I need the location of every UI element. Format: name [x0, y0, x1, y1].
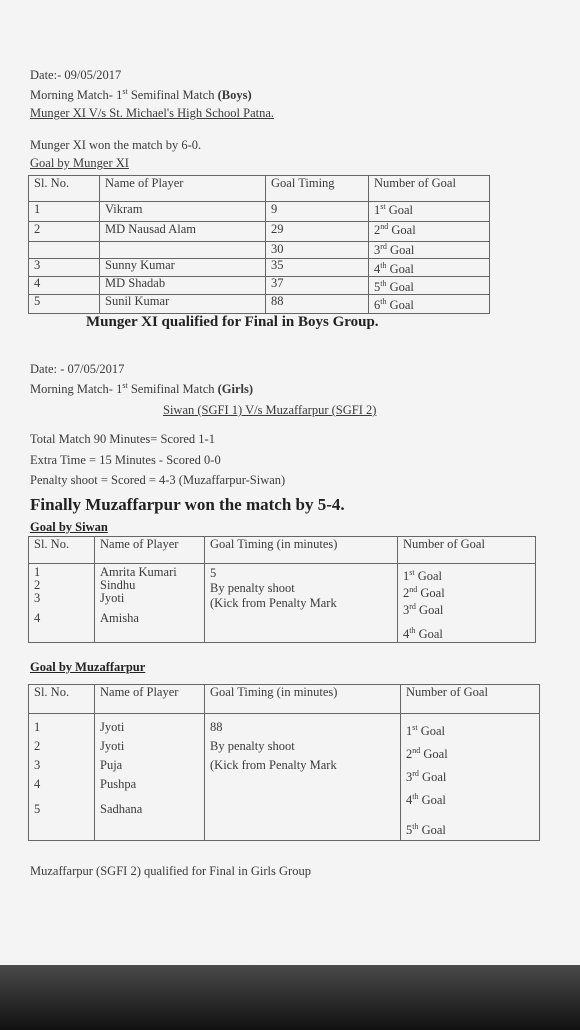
- siwan-goal-title: Goal by Siwan: [30, 520, 108, 534]
- match2-final: Finally Muzaffarpur won the match by 5-4.: [30, 495, 345, 514]
- table-header-row: Sl. No. Name of Player Goal Timing (in minutes) Number of Goal: [29, 537, 536, 564]
- match2-qualified: Muzaffarpur (SGFI 2) qualified for Final in Girls Group: [30, 864, 311, 878]
- match1-teams: Munger XI V/s St. Michael's High School Patna.: [30, 106, 275, 120]
- table-row: 4 MD Shadab 37 5th Goal: [29, 277, 490, 295]
- match1-qualified: Munger XI qualified for Final in Boys Group.: [86, 314, 379, 330]
- match1-date: Date:- 09/05/2017: [30, 68, 122, 82]
- siwan-goal-timing: 5 By penalty shoot (Kick from Penalty Mark: [205, 564, 398, 643]
- match2-title: Morning Match- 1st Semifinal Match (Girls): [30, 381, 254, 397]
- match2-extra: Extra Time = 15 Minutes - Scored 0-0: [30, 453, 221, 467]
- table-header-row: [29, 176, 490, 202]
- col-sl: Sl. No.: [29, 176, 100, 202]
- match1-goal-by: Goal by Munger XI: [30, 156, 129, 170]
- match2-teams: Siwan (SGFI 1) V/s Muzaffarpur (SGFI 2): [163, 403, 377, 417]
- muzaffarpur-goal-timing: 88 By penalty shoot (Kick from Penalty Mark: [205, 714, 401, 841]
- table-row: 30 3rd Goal: [29, 242, 490, 259]
- col-name: Name of Player: [100, 176, 266, 202]
- table-row: 2 MD Nausad Alam 29 2nd Goal: [29, 222, 490, 242]
- muzaffarpur-goal-table: [28, 684, 540, 841]
- match1-title: Morning Match- 1st Semifinal Match (Boys): [30, 87, 252, 103]
- match2-date: Date: - 07/05/2017: [30, 362, 125, 376]
- siwan-goal-table: [28, 536, 536, 643]
- table-row: 5 Sunil Kumar 88 6th Goal: [29, 295, 490, 313]
- table-row: 1 Vikram 9 1st Goal: [29, 202, 490, 222]
- match2-total: Total Match 90 Minutes= Scored 1-1: [30, 432, 215, 446]
- match2-penalty: Penalty shoot = Scored = 4-3 (Muzaffarpur-Siwan): [30, 473, 286, 487]
- col-number: Number of Goal: [369, 176, 490, 202]
- table-body: 1 2 3 4 Amrita Kumari Sindhu Jyoti Amisha 5 By penalty shoot (Kick from Penalty Mark 1st Goal 2nd Goal 3rd Goal 4th Goal: [29, 564, 536, 643]
- match1-goal-table: [28, 175, 490, 314]
- table-header-row: Sl. No. Name of Player Goal Timing (in minutes) Number of Goal: [29, 685, 540, 714]
- table-body: 1 2 3 4 5 Jyoti Jyoti Puja Pushpa Sadhana 88 By penalty shoot (Kick from Penalty Mark 1st Goal 2nd Goal 3rd Goal 4th Goal 5th Goal: [29, 714, 540, 841]
- table-row: 3 Sunny Kumar 35 4th Goal: [29, 259, 490, 277]
- muzaffarpur-goal-title: Goal by Muzaffarpur: [30, 660, 146, 674]
- background-surface: [0, 965, 580, 1030]
- col-timing: Goal Timing: [266, 176, 369, 202]
- match1-result: Munger XI won the match by 6-0.: [30, 138, 202, 152]
